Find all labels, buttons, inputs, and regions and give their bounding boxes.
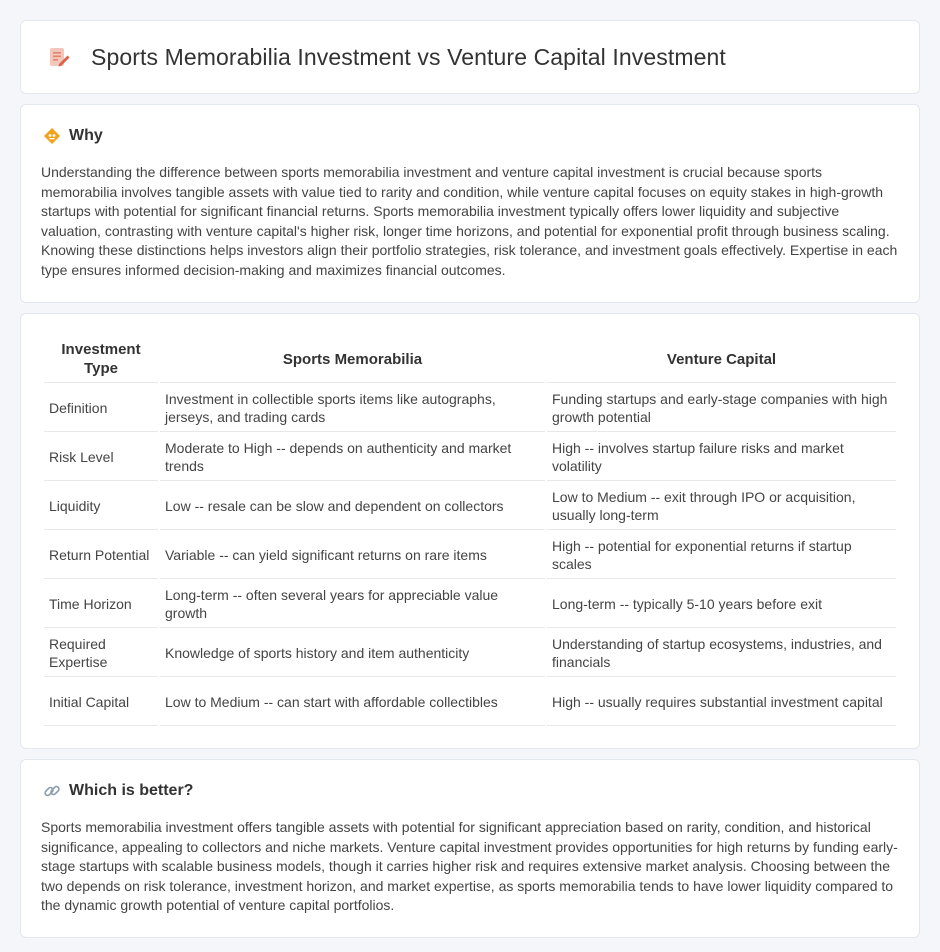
table-row [44,434,896,481]
why-section [20,104,920,303]
header-sports-memorabilia: Sports Memorabilia [160,336,545,383]
header-card [20,20,920,94]
sports-memorabilia-cell: Low to Medium -- can start with affordable collectibles [160,679,545,726]
comparison-table-card [20,313,920,749]
table-row [44,679,896,726]
venture-capital-cell: Understanding of startup ecosystems, industries, and financials [547,630,896,677]
header-venture-capital: Venture Capital [547,336,896,383]
header-investment-type: Investment Type [44,336,158,383]
row-label: Return Potential [44,532,158,579]
edit-document-icon [47,45,71,69]
why-heading-label: Why [69,127,103,144]
why-heading [41,127,899,145]
which-is-better-heading [41,782,899,800]
which-is-better-section [20,759,920,938]
which-is-better-label: Which is better? [69,782,194,799]
sports-memorabilia-cell: Knowledge of sports history and item authenticity [160,630,545,677]
sports-memorabilia-cell: Low -- resale can be slow and dependent on collectors [160,483,545,530]
venture-capital-cell: Long-term -- typically 5-10 years before exit [547,581,896,628]
table-row [44,581,896,628]
link-icon [43,782,61,800]
row-label: Time Horizon [44,581,158,628]
row-label: Definition [44,385,158,432]
sports-memorabilia-cell: Investment in collectible sports items like autographs, jerseys, and trading cards [160,385,545,432]
venture-capital-cell: High -- potential for exponential returns if startup scales [547,532,896,579]
row-label: Liquidity [44,483,158,530]
table-row [44,385,896,432]
table-row [44,532,896,579]
lightbulb-icon [43,127,61,145]
row-label: Risk Level [44,434,158,481]
why-text: Understanding the difference between sports memorabilia investment and venture capital investment is crucial because sports memorabilia involves tangible assets with value tied to rarity and condition, while venture capital focuses on equity stakes in high-growth startups with potential for significant financial returns. Sports memorabilia investment typically offers lower liquidity and subjective valuation, contrasting with venture capital's higher risk, longer time horizons, and potential for exponential profit through business scaling. Knowing these distinctions helps investors align their portfolio strategies, risk tolerance, and investment goals effectively. Expertise in each type ensures informed decision-making and maximizes financial outcomes. [41,164,898,278]
row-label: Required Expertise [44,630,158,677]
comparison-table [42,334,898,728]
table-header-row [44,336,896,383]
venture-capital-cell: High -- involves startup failure risks and market volatility [547,434,896,481]
sports-memorabilia-cell: Long-term -- often several years for appreciable value growth [160,581,545,628]
sports-memorabilia-cell: Moderate to High -- depends on authenticity and market trends [160,434,545,481]
which-is-better-text: Sports memorabilia investment offers tangible assets with potential for significant appreciation based on rarity, condition, and historical significance, appealing to collectors and niche markets. Venture capital investment provides opportunities for high returns by funding early-stage startups with scalable business models, though it carries higher risk and requires extensive market analysis. Choosing between the two depends on risk tolerance, investment horizon, and market expertise, as sports memorabilia tends to have lower liquidity compared to the dynamic growth potential of venture capital portfolios. [41,819,898,914]
table-row [44,483,896,530]
page-title: Sports Memorabilia Investment vs Venture Capital Investment [91,43,726,70]
venture-capital-cell: High -- usually requires substantial investment capital [547,679,896,726]
venture-capital-cell: Low to Medium -- exit through IPO or acquisition, usually long-term [547,483,896,530]
venture-capital-cell: Funding startups and early-stage companies with high growth potential [547,385,896,432]
row-label: Initial Capital [44,679,158,726]
table-row [44,630,896,677]
sports-memorabilia-cell: Variable -- can yield significant returns on rare items [160,532,545,579]
